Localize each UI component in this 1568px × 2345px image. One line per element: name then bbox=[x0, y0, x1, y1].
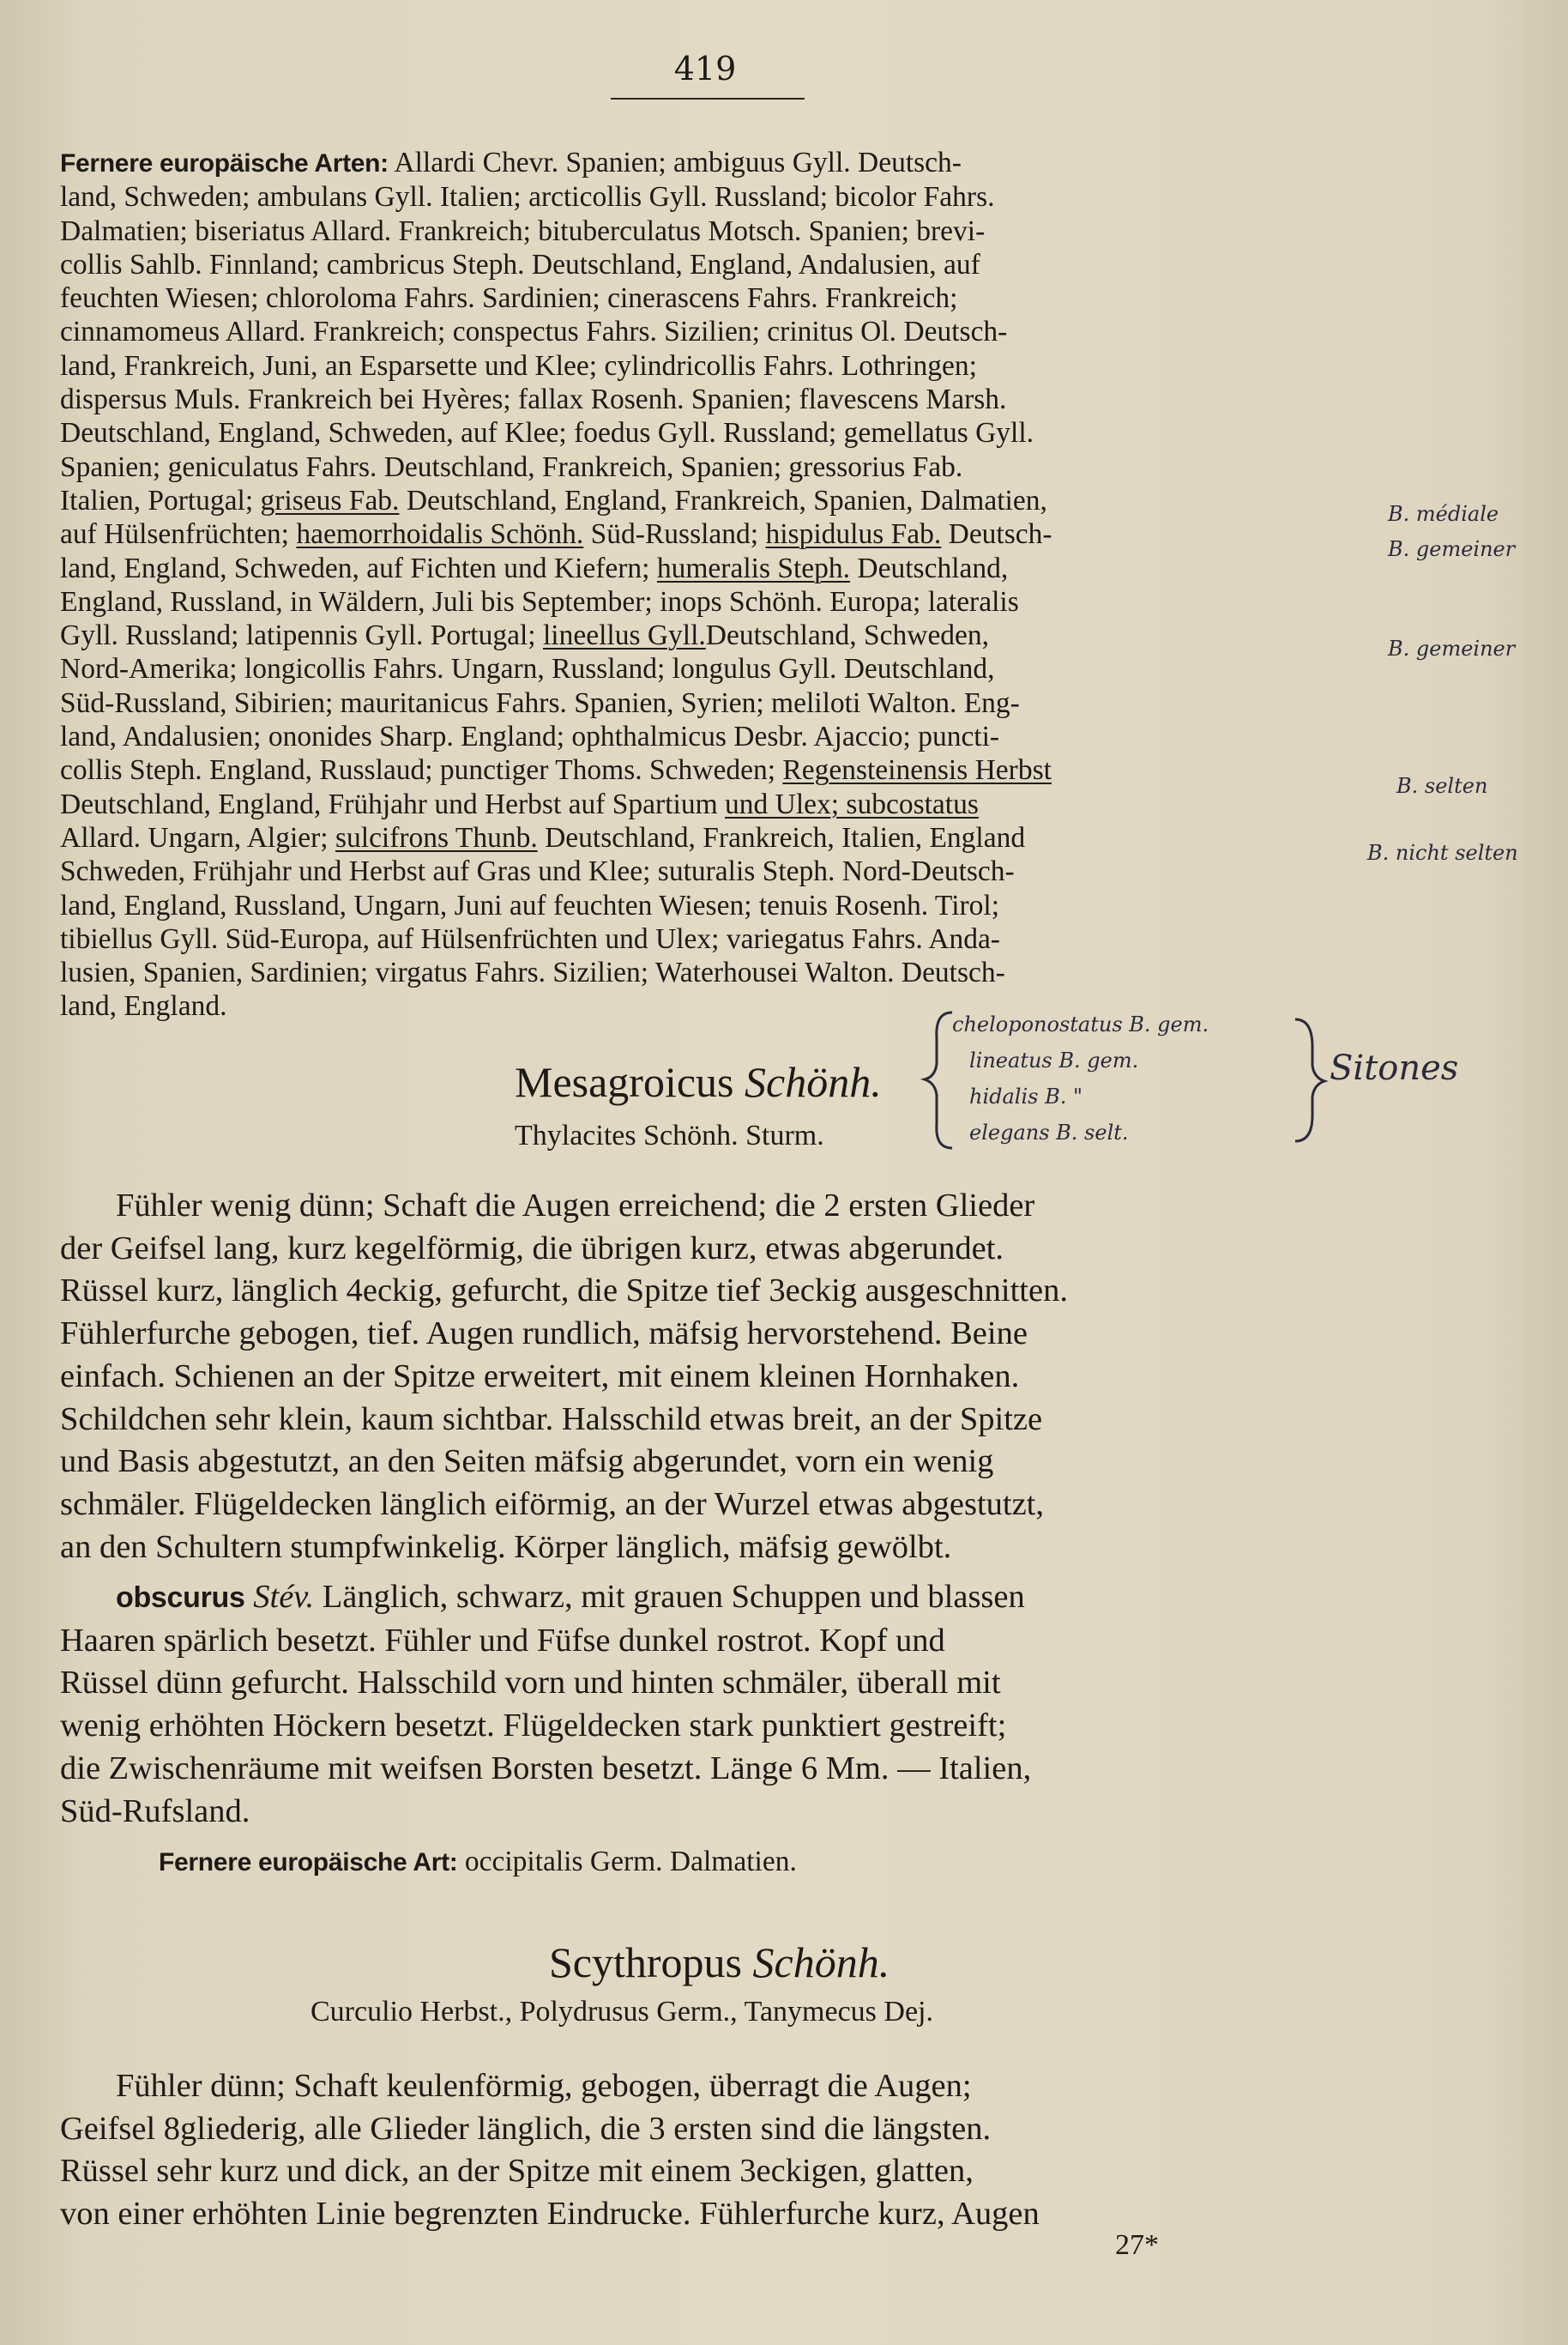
text-line: dispersus Muls. Frankreich bei Hyères; fallax Rosenh. Spanien; flavescens Marsh. bbox=[60, 384, 1007, 416]
genus-name: Mesagroicus bbox=[515, 1058, 734, 1106]
text-span: Deutschland, England, Frühjahr und Herbst auf Spartium bbox=[60, 788, 718, 820]
text-line: lusien, Spanien, Sardinien; virgatus Fahrs. Sizilien; Waterhousei Walton. Deutsch- bbox=[60, 957, 1005, 989]
text-line: an den Schultern stumpfwinkelig. Körper länglich, mäfsig gewölbt. bbox=[60, 1528, 952, 1565]
text-span: auf Hülsenfrüchten; bbox=[60, 518, 289, 551]
text-line: land, Schweden; ambulans Gyll. Italien; arcticollis Gyll. Russland; bicolor Fahrs. bbox=[60, 181, 995, 214]
genus-author: Schönh. bbox=[752, 1938, 890, 1986]
signature-mark: 27* bbox=[1115, 2229, 1159, 2261]
genus-heading bbox=[549, 1937, 890, 1987]
underlined-species: humeralis Steph. bbox=[656, 552, 851, 584]
text-span: collis Steph. England, Russlaud; punctiger Thoms. Schweden; bbox=[60, 754, 775, 787]
text-line: land, England, Russland, Ungarn, Juni auf feuchten Wiesen; tenuis Rosenh. Tirol; bbox=[60, 889, 1000, 922]
page-number-rule bbox=[611, 98, 805, 100]
text-line: Dalmatien; biseriatus Allard. Frankreich; bituberculatus Motsch. Spanien; brevi- bbox=[60, 215, 986, 247]
handwritten-note: B. gemeiner bbox=[1388, 637, 1516, 661]
handwritten-note: elegans B. selt. bbox=[969, 1121, 1129, 1145]
text-line: von einer erhöhten Linie begrenzten Eindrucke. Fühlerfurche kurz, Augen bbox=[60, 2196, 1040, 2233]
text-span: land, England, Schweden, auf Fichten und Kiefern; bbox=[60, 552, 650, 584]
text-line: tibiellus Gyll. Süd-Europa, auf Hülsenfrüchten und Ulex; variegatus Fahrs. Anda- bbox=[60, 922, 1000, 955]
handwritten-note: B. selten bbox=[1396, 774, 1488, 798]
text-line: cinnamomeus Allard. Frankreich; conspectus Fahrs. Sizilien; crinitus Ol. Deutsch- bbox=[60, 316, 1008, 348]
genus-description bbox=[60, 2065, 1364, 2236]
text-span: Deutschland, bbox=[857, 552, 1009, 584]
text-line: Spanien; geniculatus Fahrs. Deutschland, Frankreich, Spanien; gressorius Fab. bbox=[60, 450, 963, 483]
underlined-text: und Ulex; subcostatus bbox=[725, 788, 979, 820]
text-line: land, England. bbox=[60, 990, 227, 1023]
text-line: land, Andalusien; ononides Sharp. England; ophthalmicus Desbr. Ajaccio; puncti- bbox=[60, 721, 1000, 753]
page-number: 419 bbox=[673, 50, 737, 88]
genus-synonym: Curculio Herbst., Polydrusus Germ., Tanymecus Dej. bbox=[311, 1996, 934, 2028]
text-line: Süd-Russland, Sibirien; mauritanicus Fahrs. Spanien, Syrien; meliloti Walton. Eng- bbox=[60, 686, 1020, 719]
text-line: Rüssel sehr kurz und dick, an der Spitze mit einem 3eckigen, glatten, bbox=[60, 2153, 974, 2190]
text-span: Deutsch- bbox=[948, 518, 1052, 551]
text-span: Länglich, schwarz, mit grauen Schuppen und blassen bbox=[322, 1579, 1025, 1615]
handwritten-note: B. gemeiner bbox=[1388, 537, 1516, 561]
text-line: der Geifsel lang, kurz kegelförmig, die übrigen kurz, etwas abgerundet. bbox=[60, 1230, 1004, 1266]
genus-heading bbox=[515, 1057, 882, 1107]
text-line: Schildchen sehr klein, kaum sichtbar. Halsschild etwas breit, an der Spitze bbox=[60, 1400, 1043, 1437]
text-line: land, Frankreich, Juni, an Esparsette und Klee; cylindricollis Fahrs. Lothringen; bbox=[60, 349, 977, 382]
handwritten-note: B. médiale bbox=[1388, 502, 1499, 526]
text-span: Allard. Ungarn, Algier; bbox=[60, 821, 329, 854]
text-line: Geifsel 8gliederig, alle Glieder länglich, die 3 ersten sind die längsten. bbox=[60, 2110, 992, 2147]
handwritten-note: Sitones bbox=[1330, 1049, 1459, 1088]
handwritten-note: cheloponostatus B. gem. bbox=[952, 1012, 1209, 1037]
text-line: die Zwischenräume mit weifsen Borsten besetzt. Länge 6 Mm. — Italien, bbox=[60, 1750, 1032, 1786]
text-line: wenig erhöhten Höckern besetzt. Flügeldecken stark punktiert gestreift; bbox=[60, 1707, 1007, 1744]
genus-author: Schönh. bbox=[745, 1058, 882, 1106]
text-line: collis Sahlb. Finnland; cambricus Steph. Deutschland, England, Andalusien, auf bbox=[60, 248, 980, 281]
text-span: occipitalis Germ. Dalmatien. bbox=[464, 1846, 797, 1877]
handwritten-note: lineatus B. gem. bbox=[969, 1049, 1139, 1073]
text-line: schmäler. Flügeldecken länglich eiförmig, an der Wurzel etwas abgestutzt, bbox=[60, 1485, 1044, 1522]
text-line: Süd-Rufsland. bbox=[60, 1792, 250, 1829]
genus-name: Scythropus bbox=[549, 1938, 742, 1986]
text-line: Fühler wenig dünn; Schaft die Augen erreichend; die 2 ersten Glieder bbox=[116, 1188, 1035, 1224]
text-line: Fühler dünn; Schaft keulenförmig, gebogen, überragt die Augen; bbox=[116, 2068, 972, 2104]
handwritten-note: hidalis B. " bbox=[969, 1085, 1083, 1109]
further-species-lead: Fernere europäische Art: bbox=[159, 1848, 458, 1877]
text-line: Haaren spärlich besetzt. Fühler und Füfse dunkel rostrot. Kopf und bbox=[60, 1622, 945, 1659]
text-line: Allardi Chevr. Spanien; ambiguus Gyll. Deutsch- bbox=[394, 147, 962, 178]
underlined-species: hispidulus Fab. bbox=[765, 518, 942, 551]
text-span: Süd-Russland; bbox=[590, 518, 759, 551]
text-line: Deutschland, England, Schweden, auf Klee; foedus Gyll. Russland; gemellatus Gyll. bbox=[60, 417, 1034, 450]
text-line: England, Russland, in Wäldern, Juli bis September; inops Schönh. Europa; lateralis bbox=[60, 585, 1019, 618]
underlined-species: lineellus Gyll. bbox=[542, 619, 706, 652]
underlined-species: Regensteinensis Herbst bbox=[782, 754, 1052, 787]
text-line: Fühlerfurche gebogen, tief. Augen rundlich, mäfsig hervorstehend. Beine bbox=[60, 1315, 1028, 1352]
underlined-species: haemorrhoidalis Schönh. bbox=[296, 518, 584, 551]
text-span: Gyll. Russland; latipennis Gyll. Portugal; bbox=[60, 619, 536, 652]
species-description bbox=[60, 1576, 1364, 1833]
handwritten-note: B. nicht selten bbox=[1367, 841, 1518, 865]
text-line: Rüssel kurz, länglich 4eckig, gefurcht, die Spitze tief 3eckig ausgeschnitten. bbox=[60, 1272, 1068, 1309]
species-name: obscurus bbox=[116, 1581, 245, 1614]
underlined-species: sulcifrons Thunb. bbox=[335, 821, 538, 854]
text-span: Italien, Portugal; bbox=[60, 484, 254, 517]
genus-description bbox=[60, 1185, 1364, 1568]
underlined-species: griseus Fab. bbox=[260, 484, 400, 517]
text-line: Rüssel dünn gefurcht. Halsschild vorn und hinten schmäler, überall mit bbox=[60, 1665, 1001, 1701]
text-line: Nord-Amerika; longicollis Fahrs. Ungarn, Russland; longulus Gyll. Deutschland, bbox=[60, 653, 995, 686]
text-line: einfach. Schienen an der Spitze erweitert, mit einem kleinen Hornhaken. bbox=[60, 1357, 1020, 1394]
further-species-line bbox=[159, 1845, 1462, 1879]
text-line: Schweden, Frühjahr und Herbst auf Gras und Klee; suturalis Steph. Nord-Deutsch- bbox=[60, 855, 1015, 888]
genus-synonym: Thylacites Schönh. Sturm. bbox=[515, 1120, 824, 1151]
text-span: Deutschland, England, Frankreich, Spanien, Dalmatien, bbox=[406, 484, 1047, 517]
text-span: Deutschland, Frankreich, Italien, England bbox=[545, 821, 1026, 854]
text-span: Deutschland, Schweden, bbox=[705, 619, 990, 652]
text-line: und Basis abgestutzt, an den Seiten mäfsig abgerundet, vorn ein wenig bbox=[60, 1443, 994, 1480]
further-species-block bbox=[60, 146, 1364, 1024]
further-species-lead: Fernere europäische Arten: bbox=[60, 149, 389, 178]
species-author: Stév. bbox=[253, 1579, 315, 1615]
text-line: feuchten Wiesen; chloroloma Fahrs. Sardinien; cinerascens Fahrs. Frankreich; bbox=[60, 282, 958, 315]
